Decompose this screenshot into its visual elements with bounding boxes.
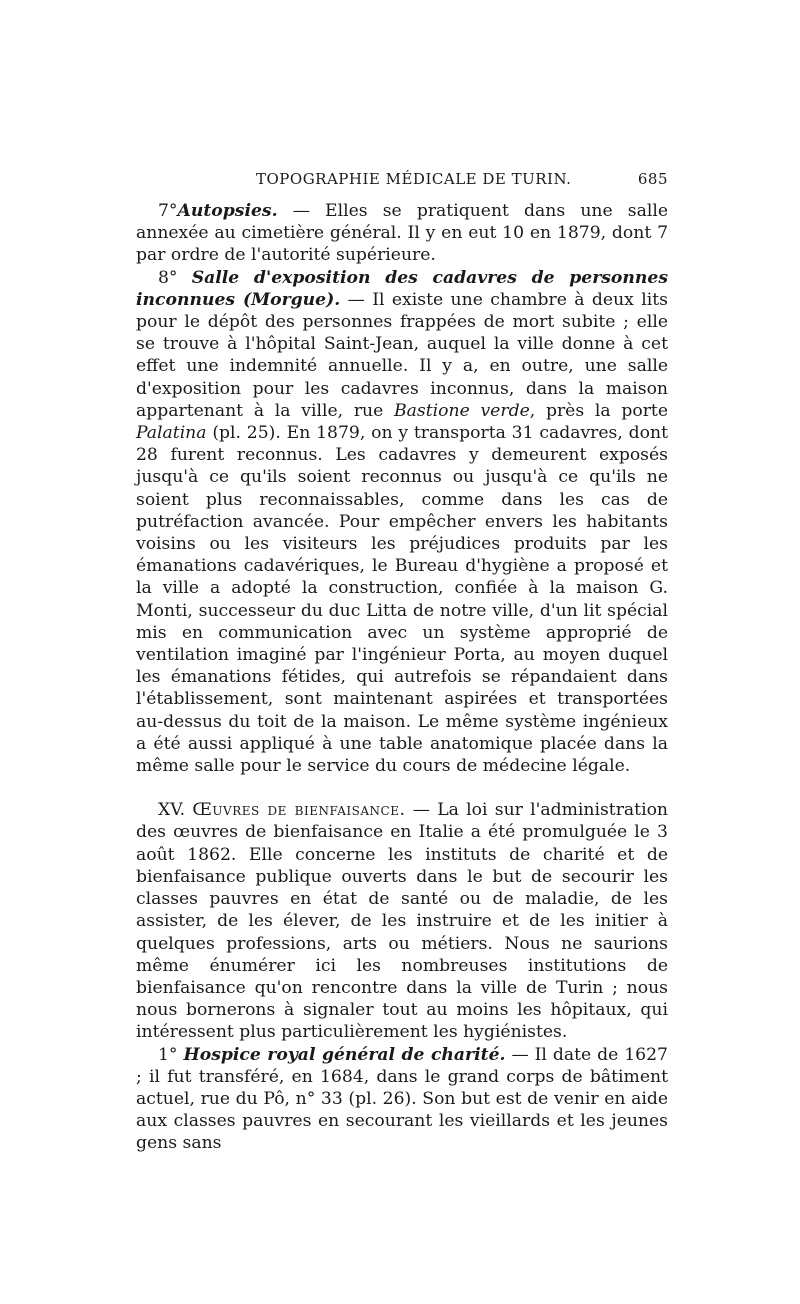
- paragraph-text: — Il date de 1627 ; il fut transféré, en 1684, dans le grand corps de bâtiment actuel, rue du Pô, n° 33 (pl. 26). Son but est de venir en aide aux classes pauvres en secourant les vieillards et les jeunes gens sans: [136, 1044, 668, 1154]
- paragraph-heading: Autopsies.: [177, 201, 278, 221]
- gate-name: Palatina: [136, 423, 207, 444]
- page-header: [136, 170, 668, 192]
- paragraph-text: — Il existe une chambre à deux lits pour le dépôt des personnes frappées de mort subite ; elle se trouve à l'hôpital Saint-Jean, auquel la ville donne à cet effet une indemnité annuelle. Il y a, en outre, une salle d'exposition pour les cadavres inconnus, dans la maison appartenant à la ville, rue: [136, 289, 668, 421]
- paragraph-heading: Hospice royal général de charité.: [183, 1044, 506, 1065]
- paragraph-number: 8°: [158, 267, 178, 288]
- paragraph-text: , près la porte: [529, 400, 669, 421]
- street-name: Bastione verde: [394, 400, 530, 421]
- section-number: XV.: [158, 800, 186, 821]
- page-body: [136, 200, 668, 1155]
- paragraph-autopsies: [136, 200, 668, 267]
- paragraph-oeuvres-bienfaisance: [136, 799, 668, 1043]
- paragraph-text: — La loi sur l'administration des œuvres de bienfaisance en Italie a été promulguée le 3 août 1862. Elle concerne les instituts de charité et de bienfaisance publique ouverts dans le but de secourir les classes pauvres en état de santé ou de maladie, de les assister, de les élever, de les instruire et de les initier à quelques professions, arts ou métiers. Nous ne saurions même énumérer ici les nombreuses institutions de bienfaisance qu'on rencontre dans la ville de Turin ; nous nous bornerons à signaler tout au moins les hôpitaux, qui intéressent plus particulièrement les hygiénistes.: [136, 800, 668, 1043]
- running-title: TOPOGRAPHIE MÉDICALE DE TURIN.: [256, 170, 572, 188]
- paragraph-text: — Elles se pratiquent dans une salle annexée au cimetière général. Il y en eut 10 en 1879, dont 7 par ordre de l'autorité supérieure.: [136, 201, 668, 266]
- paragraph-morgue: [136, 267, 668, 778]
- paragraph-heading: Salle d'exposition des cadavres de personnes inconnues (Morgue).: [136, 267, 668, 310]
- section-heading: Œuvres de bienfaisance.: [192, 800, 406, 821]
- paragraph-hospice-royal: [136, 1044, 668, 1155]
- paragraph-text: (pl. 25). En 1879, on y transporta 31 cadavres, dont 28 furent reconnus. Les cadavres y demeurent exposés jusqu'à ce qu'ils soient reconnus ou jusqu'à ce qu'ils ne soient plus reconnaissables, comme dans les cas de putréfaction avancée. Pour empêcher envers les habitants voisins ou les visiteurs les préjudices produits par les émanations cadavériques, le Bureau d'hygiène a proposé et la ville a adopté la construction, confiée à la maison G. Monti, successeur du duc Litta de notre ville, d'un lit spécial mis en communication avec un système approprié de ventilation imaginé par l'ingénieur Porta, au moyen duquel les émanations fétides, qui autrefois se répandaient dans l'établissement, sont maintenant aspirées et transportées au-dessus du toit de la maison. Le même système ingénieux a été aussi appliqué à une table anatomique placée dans la même salle pour le service du cours de médecine légale.: [136, 423, 668, 777]
- page-number: 685: [637, 170, 668, 188]
- paragraph-number: 1°: [158, 1044, 178, 1065]
- paragraph-number: 7°: [158, 201, 178, 221]
